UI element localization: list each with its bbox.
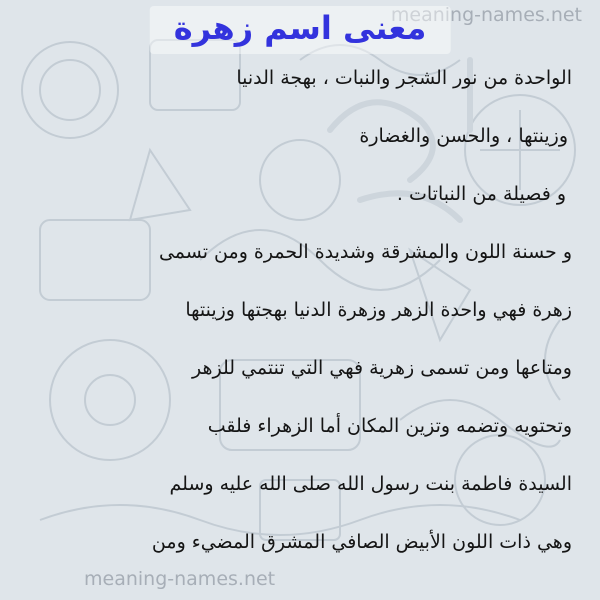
text-line: و فصيلة من النباتات . [396, 183, 566, 205]
text-line: و حسنة اللون والمشرقة وشديدة الحمرة ومن تسمى [158, 241, 572, 263]
watermark-top: meaning-names.net [390, 4, 582, 26]
text-body [12, 62, 572, 584]
title-box [150, 6, 451, 54]
text-line: الواحدة من نور الشجر والنبات ، بهجة الدنيا [236, 67, 572, 89]
text-line: زهرة فهي واحدة الزهر وزهرة الدنيا بهجتها وزينتها [185, 299, 572, 321]
text-line: وهي ذات اللون الأبيض الصافي المشرق المضيء ومن [151, 531, 572, 553]
text-line: ومتاعها ومن تسمى زهرية فهي التي تنتمي للزهر [191, 357, 572, 379]
text-line: وتحتويه وتضمه وتزين المكان أما الزهراء فلقب [207, 415, 572, 437]
watermark-bottom: meaning-names.net [84, 568, 276, 590]
page-title: معنى اسم زهرة [173, 9, 427, 47]
text-line: وزينتها ، والحسن والغضارة [359, 125, 568, 147]
text-line: السيدة فاطمة بنت رسول الله صلى الله عليه وسلم [169, 473, 572, 495]
